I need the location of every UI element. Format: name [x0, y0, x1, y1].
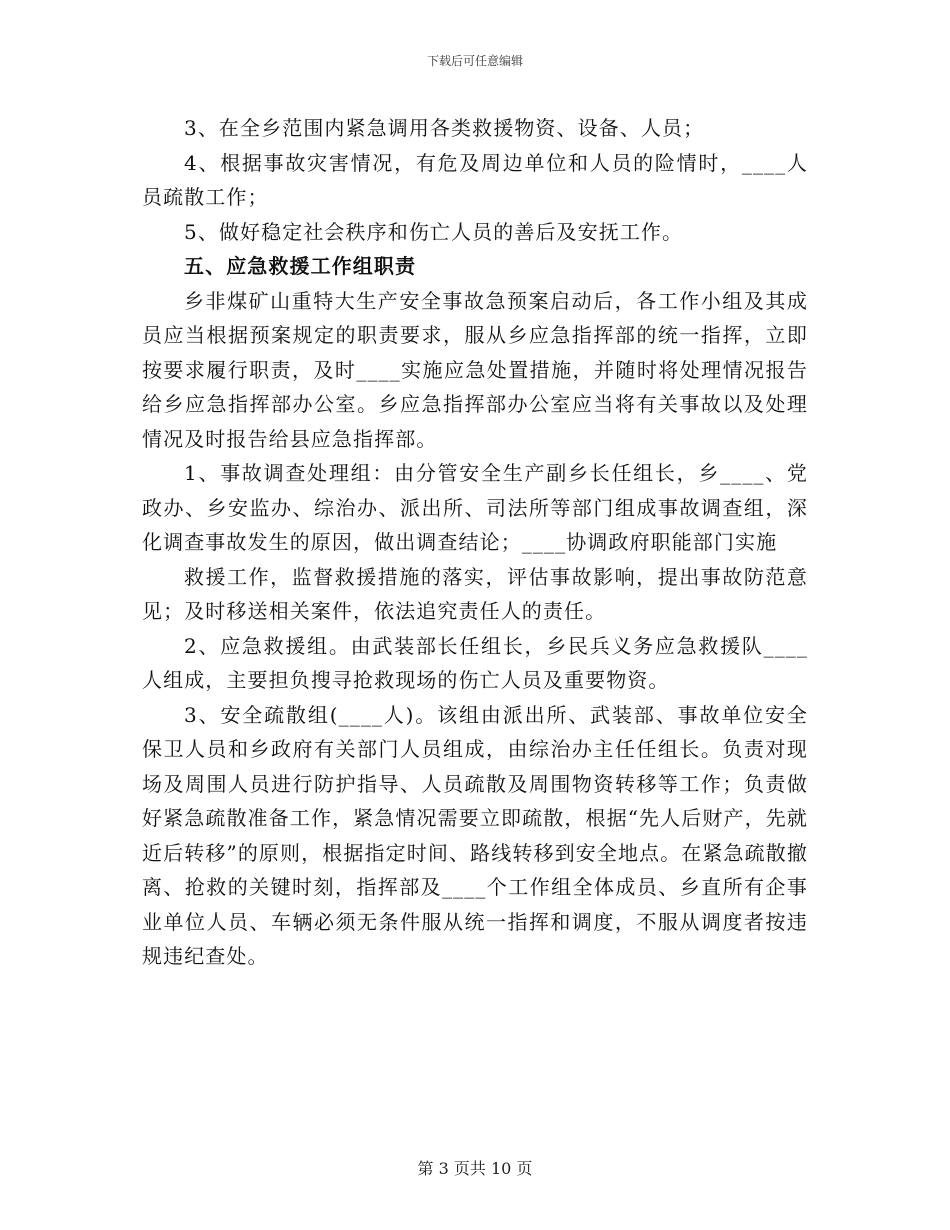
- investigation-group-continued: 救援工作，监督救援措施的落实，评估事故影响，提出事故防范意见；及时移送相关案件，依法追究责任人的责任。: [142, 564, 808, 623]
- list-item-3: 3、在全乡范围内紧急调用各类救援物资、设备、人员；: [184, 116, 705, 140]
- section-heading: 五、应急救援工作组职责: [184, 254, 417, 278]
- page-header: 下载后可任意编辑: [426, 54, 523, 68]
- page-footer: 第 3 页共 10 页: [417, 1159, 533, 1178]
- evacuation-group-paragraph: 3、安全疏散组(____人)。该组由派出所、武装部、事故单位安全保卫人员和乡政府有关部门人员组成，由综治办主任任组长。负责对现场及周围人员进行防护指导、人员疏散及周围物资转移等工作；负责做好紧急疏散准备工作，紧急情况需要立即疏散，根据“先人后财产，先就近后转移”的原则，根据指定时间、路线转移到安全地点。在紧急疏散撤离、抢救的关键时刻，指挥部及____个工作组全体成员、乡直所有企事业单位人员、车辆必须无条件服从统一指挥和调度，不服从调度者按违规违纪查处。: [142, 702, 808, 968]
- investigation-group-paragraph: 1、事故调查处理组：由分管安全生产副乡长任组长，乡____、党政办、乡安监办、综治办、派出所、司法所等部门组成事故调查组，深化调查事故发生的原因，做出调查结论；____协调政府职能部门实施: [142, 461, 808, 554]
- rescue-group-paragraph: 2、应急救援组。由武装部长任组长，乡民兵义务应急救援队____人组成，主要担负搜寻抢救现场的伤亡人员及重要物资。: [142, 633, 808, 692]
- list-item-4: 4、根据事故灾害情况，有危及周边单位和人员的险情时，____人员疏散工作；: [142, 150, 808, 209]
- document-body: [142, 111, 808, 974]
- section-intro-paragraph: 乡非煤矿山重特大生产安全事故急预案启动后，各工作小组及其成员应当根据预案规定的职责要求，服从乡应急指挥部的统一指挥，立即按要求履行职责，及时____实施应急处置措施，并随时将处理情况报告给乡应急指挥部办公室。乡应急指挥部办公室应当将有关事故以及处理情况及时报告给县应急指挥部。: [142, 288, 808, 451]
- list-item-5: 5、做好稳定社会秩序和伤亡人员的善后及安抚工作。: [184, 219, 684, 244]
